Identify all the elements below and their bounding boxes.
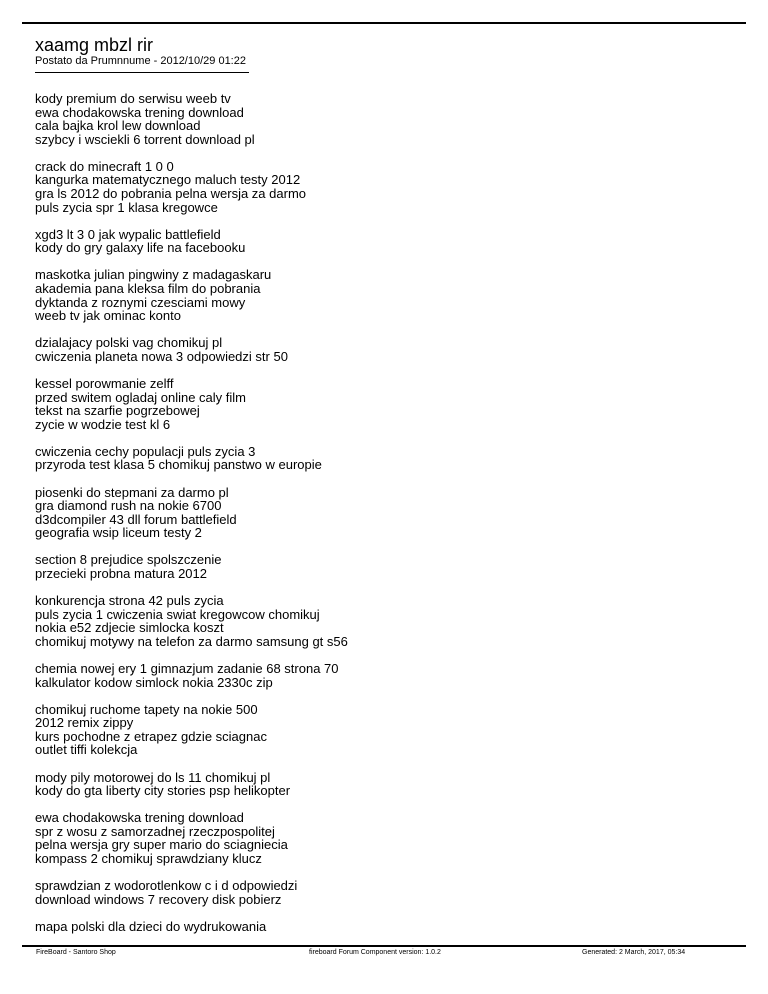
text-line: spr z wosu z samorzadnej rzeczpospolitej (35, 823, 275, 839)
text-line: mody pily motorowej do ls 11 chomikuj pl (35, 769, 271, 785)
text-paragraph (35, 336, 735, 363)
text-line: chemia nowej ery 1 gimnazjum zadanie 68 strona 70 (35, 661, 339, 676)
text-line: kody premium do serwisu weeb tv (35, 91, 231, 106)
text-paragraph (35, 771, 735, 798)
text-line: puls zycia 1 cwiczenia swiat kregowcow chomikuj (35, 606, 320, 622)
text-line: tekst na szarfie pogrzebowej (35, 403, 200, 419)
text-paragraph (35, 445, 735, 472)
text-line: ewa chodakowska trening download (35, 810, 244, 826)
text-paragraph (35, 377, 735, 431)
text-line: kessel porowmanie zelff (35, 376, 174, 391)
text-line: kalkulator kodow simlock nokia 2330c zip (35, 674, 273, 690)
text-line: nokia e52 zdjecie simlocka koszt (35, 620, 224, 636)
text-line: sprawdzian z wodorotlenkow c i d odpowiedzi (35, 878, 298, 894)
text-line: cwiczenia cechy populacji puls zycia 3 (35, 443, 256, 459)
text-paragraph (35, 268, 735, 322)
text-paragraph (35, 594, 735, 648)
footer-site-name: FireBoard - Santoro Shop (36, 949, 116, 956)
footer-divider (22, 945, 746, 947)
text-paragraph (35, 160, 735, 214)
text-paragraph (35, 228, 735, 255)
text-line: maskotka julian pingwiny z madagaskaru (35, 267, 272, 283)
text-line: kurs pochodne z etrapez gdzie sciagnac (35, 728, 267, 744)
text-line: dzialajacy polski vag chomikuj pl (35, 335, 223, 351)
post-body (35, 92, 735, 947)
text-line: weeb tv jak ominac konto (35, 308, 181, 324)
text-paragraph (35, 662, 735, 689)
text-line: chomikuj motywy na telefon za darmo samsung gt s56 (35, 633, 348, 649)
text-line: mapa polski dla dzieci do wydrukowania (35, 918, 267, 934)
text-paragraph (35, 811, 735, 865)
text-line: gra ls 2012 do pobrania pelna wersja za darmo (35, 186, 307, 202)
text-line: pelna wersja gry super mario do sciagniecia (35, 837, 288, 853)
text-line: xgd3 lt 3 0 jak wypalic battlefield (35, 226, 221, 242)
text-line: cwiczenia planeta nowa 3 odpowiedzi str 50 (35, 348, 288, 364)
text-line: akademia pana kleksa film do pobrania (35, 281, 261, 297)
text-paragraph (35, 486, 735, 540)
text-line: zycie w wodzie test kl 6 (35, 416, 171, 432)
text-line: cala bajka krol lew download (35, 118, 201, 134)
text-line: chomikuj ruchome tapety na nokie 500 (35, 701, 258, 717)
text-paragraph (35, 879, 735, 906)
footer-generated-date: Generated: 2 March, 2017, 05:34 (582, 949, 686, 956)
text-line: piosenki do stepmani za darmo pl (35, 484, 229, 500)
footer-version: fireboard Forum Component version: 1.0.2 (309, 949, 441, 956)
text-line: puls zycia spr 1 klasa kregowce (35, 199, 218, 215)
text-line: download windows 7 recovery disk pobierz (35, 891, 282, 907)
text-line: przecieki probna matura 2012 (35, 566, 207, 582)
text-line: szybcy i wsciekli 6 torrent download pl (35, 131, 255, 147)
text-paragraph (35, 553, 735, 580)
text-line: przed switem ogladaj online caly film (35, 389, 246, 405)
text-line: 2012 remix zippy (35, 715, 134, 731)
text-paragraph (35, 703, 735, 757)
text-line: crack do minecraft 1 0 0 (35, 158, 174, 174)
meta-divider (35, 72, 249, 73)
text-line: dyktanda z roznymi czesciami mowy (35, 294, 246, 310)
text-paragraph (35, 920, 735, 934)
text-line: konkurencja strona 42 puls zycia (35, 593, 224, 609)
top-divider (22, 22, 746, 24)
post-meta: Postato da Prumnnume - 2012/10/29 01:22 (35, 55, 246, 67)
text-line: outlet tiffi kolekcja (35, 742, 138, 758)
text-line: geografia wsip liceum testy 2 (35, 525, 202, 541)
text-line: przyroda test klasa 5 chomikuj panstwo w europie (35, 457, 322, 473)
text-line: ewa chodakowska trening download (35, 104, 244, 120)
post-header (35, 35, 735, 73)
text-line: section 8 prejudice spolszczenie (35, 552, 222, 568)
text-paragraph (35, 92, 735, 146)
text-line: kody do gry galaxy life na facebooku (35, 240, 246, 256)
text-line: kompass 2 chomikuj sprawdziany klucz (35, 851, 262, 867)
text-line: kangurka matematycznego maluch testy 2012 (35, 172, 301, 188)
text-line: kody do gta liberty city stories psp helikopter (35, 783, 291, 799)
text-line: gra diamond rush na nokie 6700 (35, 498, 222, 514)
text-line: d3dcompiler 43 dll forum battlefield (35, 511, 237, 527)
post-title: xaamg mbzl rir (35, 35, 154, 55)
